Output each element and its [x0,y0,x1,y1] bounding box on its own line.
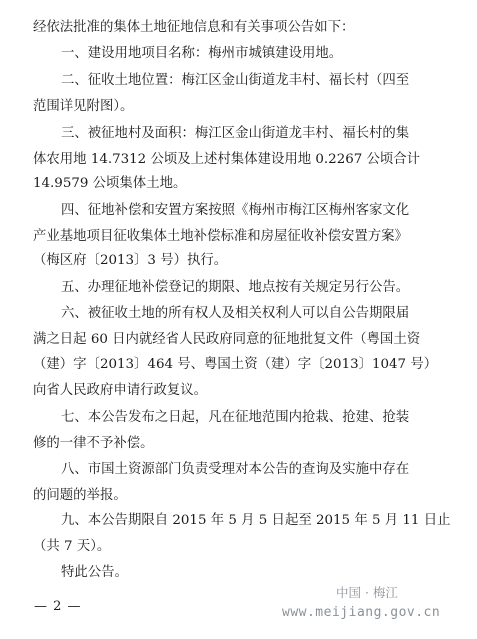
watermark-site-name: 中国 · 梅江 [336,585,398,600]
item-7-line-1: 七、本公告发布之日起，凡在征地范围内抢栽、抢建、抢装 [61,410,410,425]
item-3-line-3: 14.9579 公顷集体土地。 [33,176,187,191]
item-2-line-2: 范围详见附图）。 [33,99,134,114]
item-6-line-3: （建）字〔2013〕464 号、粤国土资（建）字〔2013〕1047 号） [33,357,438,372]
item-4-line-3: （梅区府〔2013〕3 号）执行。 [33,253,228,268]
item-9-line-2: （共 7 天）。 [33,539,111,554]
watermark-url: www.meijiang.gov.cn [282,605,441,620]
item-8-line-1: 八、市国土资源部门负责受理对本公告的查询及实施中存在 [61,462,410,477]
item-4-line-1: 四、征地补偿和安置方案按照《梅州市梅江区梅州客家文化 [61,203,410,218]
item-3-line-1: 三、被征地村及面积：梅江区金山街道龙丰村、福长村的集 [61,126,410,141]
closing-line: 特此公告。 [61,565,128,580]
item-5-line-1: 五、办理征地补偿登记的期限、地点按有关规定另行公告。 [61,280,410,295]
item-1-line-1: 一、建设用地项目名称：梅州市城镇建设用地。 [61,46,343,61]
item-7-line-2: 修的一律不予补偿。 [33,436,154,451]
page-number: — 2 — [34,599,82,614]
item-6-line-4: 向省人民政府申请行政复议。 [33,383,208,398]
item-4-line-2: 产业基地项目征收集体土地补偿标准和房屋征收补偿安置方案》 [33,229,408,244]
item-3-line-2: 体农用地 14.7312 公顷及上述村集体建设用地 0.2267 公顷合计 [33,152,421,167]
item-2-line-1: 二、征收土地位置：梅江区金山街道龙丰村、福长村（四至 [61,73,410,88]
item-6-line-1: 六、被征收土地的所有权人及相关权利人可以自公告期限届 [61,306,410,321]
item-6-line-2: 满之日起 60 日内就经省人民政府同意的征地批复文件（粤国土资 [33,332,421,347]
intro-line: 经依法批准的集体土地征地信息和有关事项公告如下： [33,20,355,35]
item-9-line-1: 九、本公告期限自 2015 年 5 月 5 日起至 2015 年 5 月 11 日止 [61,513,451,528]
item-8-line-2: 的问题的举报。 [33,488,127,503]
